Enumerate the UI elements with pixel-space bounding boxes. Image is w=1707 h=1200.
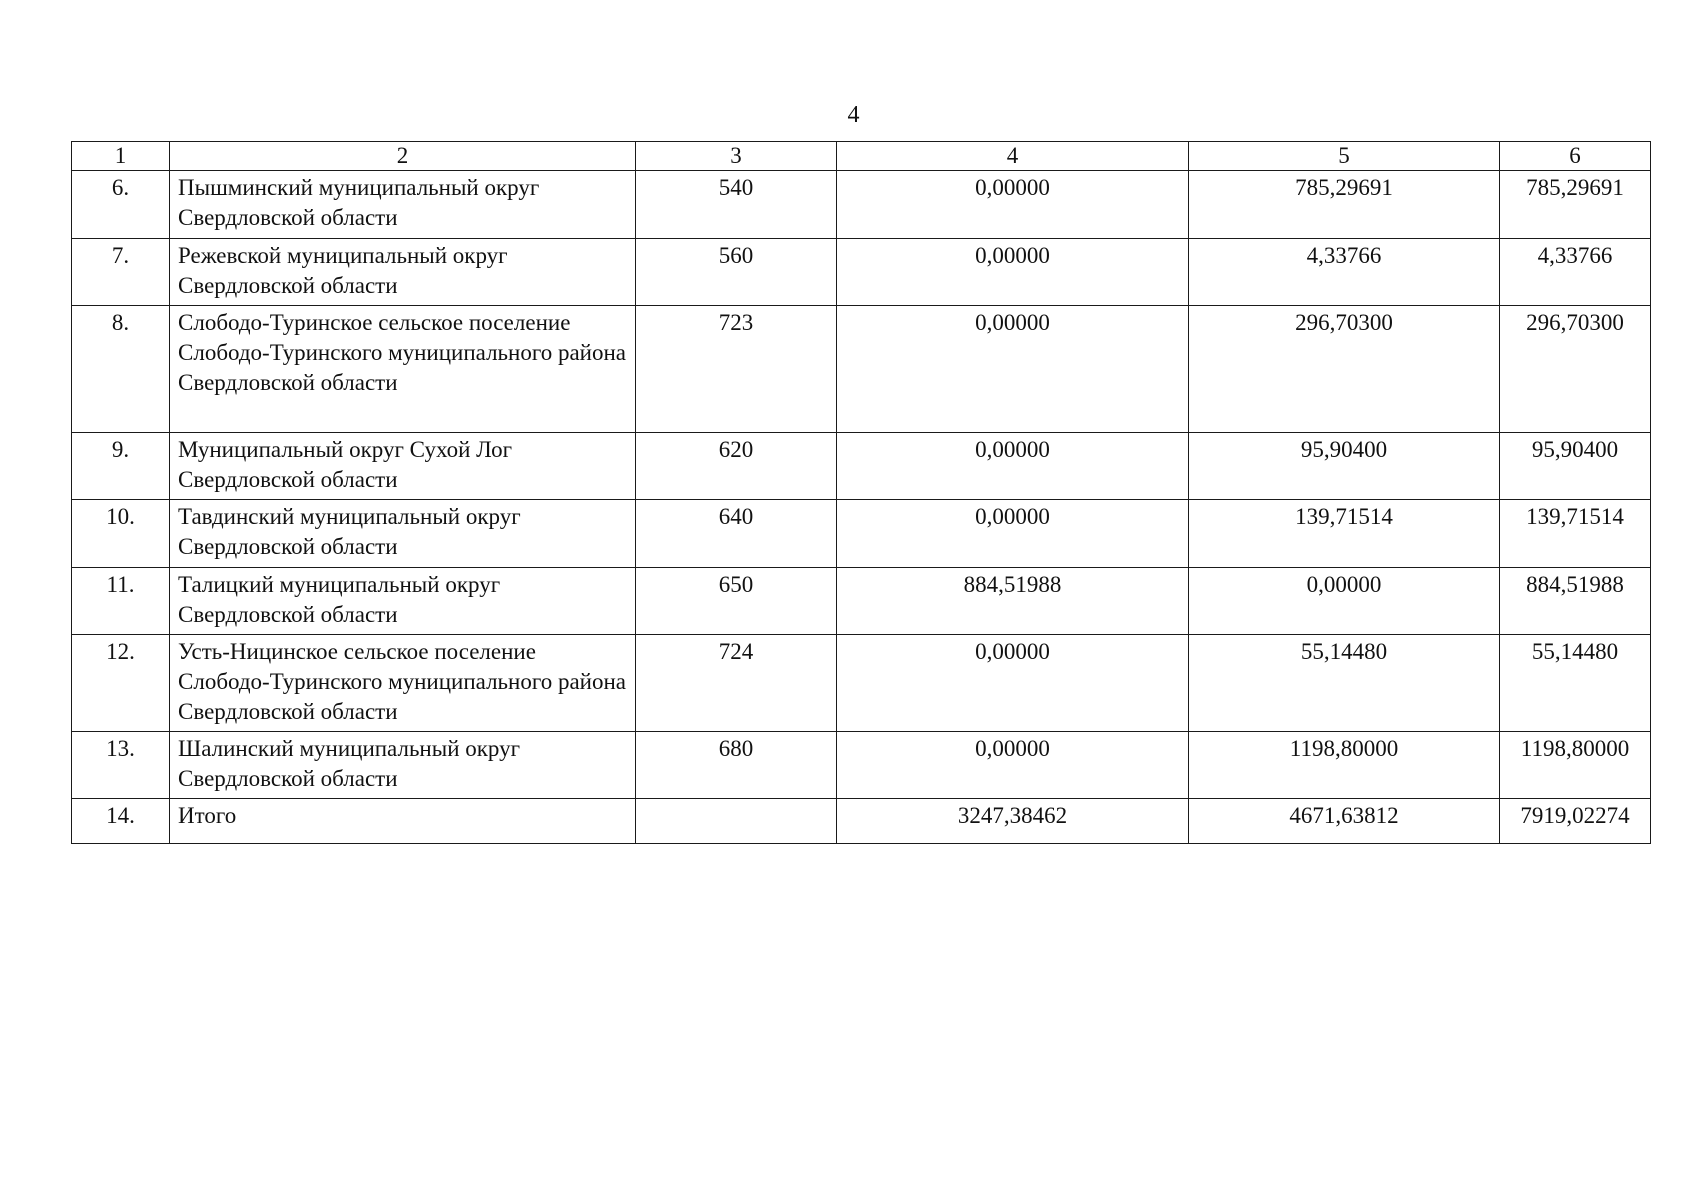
value-col5: 296,70300	[1189, 306, 1500, 433]
value-col5: 785,29691	[1189, 171, 1500, 239]
total-label: Итого	[170, 799, 636, 844]
row-number: 10.	[72, 500, 170, 568]
municipality-name: Талицкий муниципальный округ Свердловской области	[170, 568, 636, 635]
table-row	[72, 171, 1651, 239]
header-col-3: 3	[636, 142, 837, 171]
code-cell: 723	[636, 306, 837, 433]
value-col5: 0,00000	[1189, 568, 1500, 635]
municipality-name: Режевской муниципальный округ Свердловской области	[170, 239, 636, 306]
value-col6: 139,71514	[1500, 500, 1651, 568]
code-cell: 640	[636, 500, 837, 568]
code-cell: 650	[636, 568, 837, 635]
municipality-name: Слободо-Туринское сельское поселение Слободо-Туринского муниципального района Свердловской области	[170, 306, 636, 433]
municipality-name: Пышминский муниципальный округ Свердловской области	[170, 171, 636, 239]
row-number: 13.	[72, 732, 170, 799]
value-col6: 95,90400	[1500, 433, 1651, 500]
value-col5: 55,14480	[1189, 635, 1500, 732]
value-col5: 4,33766	[1189, 239, 1500, 306]
code-cell: 560	[636, 239, 837, 306]
page-number: 4	[847, 102, 860, 128]
row-number: 11.	[72, 568, 170, 635]
table-header-row	[72, 142, 1651, 171]
value-col5: 1198,80000	[1189, 732, 1500, 799]
municipality-name: Шалинский муниципальный округ Свердловской области	[170, 732, 636, 799]
header-col-5: 5	[1189, 142, 1500, 171]
table-row-total	[72, 799, 1651, 844]
table-row	[72, 635, 1651, 732]
value-col4: 0,00000	[837, 500, 1189, 568]
row-number: 7.	[72, 239, 170, 306]
municipality-name: Муниципальный округ Сухой Лог Свердловской области	[170, 433, 636, 500]
municipality-name: Тавдинский муниципальный округ Свердловской области	[170, 500, 636, 568]
code-cell: 680	[636, 732, 837, 799]
table-row	[72, 306, 1651, 433]
total-col5: 4671,63812	[1189, 799, 1500, 844]
value-col5: 95,90400	[1189, 433, 1500, 500]
row-number: 8.	[72, 306, 170, 433]
value-col4: 0,00000	[837, 732, 1189, 799]
code-cell: 540	[636, 171, 837, 239]
table-row	[72, 500, 1651, 568]
value-col6: 884,51988	[1500, 568, 1651, 635]
value-col4: 0,00000	[837, 171, 1189, 239]
table-row	[72, 568, 1651, 635]
value-col6: 1198,80000	[1500, 732, 1651, 799]
total-col4: 3247,38462	[837, 799, 1189, 844]
row-number: 12.	[72, 635, 170, 732]
total-col6: 7919,02274	[1500, 799, 1651, 844]
code-cell: 724	[636, 635, 837, 732]
value-col6: 55,14480	[1500, 635, 1651, 732]
table-row	[72, 239, 1651, 306]
table-row	[72, 732, 1651, 799]
municipality-name: Усть-Ницинское сельское поселение Слободо-Туринского муниципального района Свердловской области	[170, 635, 636, 732]
value-col4: 0,00000	[837, 239, 1189, 306]
row-number: 14.	[72, 799, 170, 844]
code-cell	[636, 799, 837, 844]
header-col-4: 4	[837, 142, 1189, 171]
header-col-6: 6	[1500, 142, 1651, 171]
table-row	[72, 433, 1651, 500]
value-col4: 0,00000	[837, 635, 1189, 732]
value-col6: 785,29691	[1500, 171, 1651, 239]
value-col4: 0,00000	[837, 433, 1189, 500]
header-col-1: 1	[72, 142, 170, 171]
row-number: 9.	[72, 433, 170, 500]
row-number: 6.	[72, 171, 170, 239]
value-col4: 884,51988	[837, 568, 1189, 635]
code-cell: 620	[636, 433, 837, 500]
header-col-2: 2	[170, 142, 636, 171]
value-col4: 0,00000	[837, 306, 1189, 433]
value-col6: 296,70300	[1500, 306, 1651, 433]
value-col5: 139,71514	[1189, 500, 1500, 568]
value-col6: 4,33766	[1500, 239, 1651, 306]
allocation-table	[71, 141, 1651, 844]
